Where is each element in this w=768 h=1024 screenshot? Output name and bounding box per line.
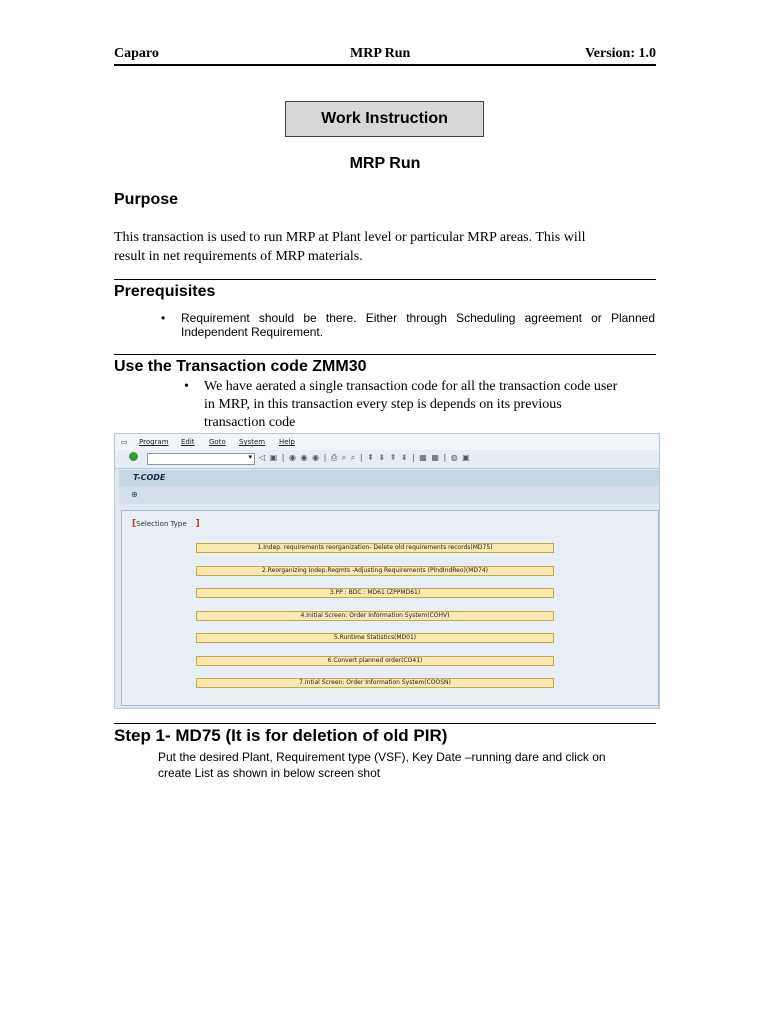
group-box-title: [Selection Type ] [132,519,200,529]
transaction-bullet [184,378,658,432]
application-toolbar [119,486,659,504]
work-instruction-box: Work Instruction [285,101,484,137]
page-header [114,46,656,66]
purpose-heading: Purpose [114,191,179,208]
sap-menu-bar [115,434,659,450]
menu-program[interactable]: Program [139,438,169,446]
screen-title-bar [119,470,659,486]
menu-edit[interactable]: Edit [181,438,195,446]
enter-icon[interactable] [129,452,138,461]
menu-icon: ▭ [121,438,128,446]
purpose-text [114,228,654,266]
menu-help[interactable]: Help [279,438,295,446]
purpose-line-2: result in net requirements of MRP materials. [114,249,363,264]
btn-md74[interactable]: 2.Reorganizing Indep.Reqmts -Adjusting Requirements (PlndIndReo)(MD74) [196,566,554,576]
btn-coosn[interactable]: 7.Intial Screen: Order Information System(COOSN) [196,678,554,688]
screen-title: T-CODE [133,473,166,482]
bullet-dot: • [161,311,166,325]
btn-md75[interactable]: 1.Indep. requirements reorganization- Delete old requirements records(MD75) [196,543,554,553]
section-divider [114,354,656,355]
step1-heading: Step 1- MD75 (It is for deletion of old PIR) [114,726,448,745]
sap-toolbar [115,450,659,469]
prerequisites-line-1: Requirement should be there. Either through Scheduling agreement or Planned [181,311,655,325]
sap-screenshot [114,433,660,709]
prerequisites-bullet [161,311,655,339]
section-divider [114,279,656,280]
header-version: Version: 1.0 [584,46,656,61]
transaction-line-2: in MRP, in this transaction every step is depends on its previous [204,397,562,412]
btn-zppmd61[interactable]: 3.PP : BDC : MD61 (ZPPMD61) [196,588,554,598]
transaction-heading: Use the Transaction code ZMM30 [114,358,367,375]
transaction-line-3: transaction code [204,415,296,430]
selection-panel [121,510,659,706]
document-title: MRP Run [349,155,421,172]
btn-md01[interactable]: 5.Runtime Statistics(MD01) [196,633,554,643]
execute-icon[interactable]: ⊕ [131,490,138,499]
purpose-line-1: This transaction is used to run MRP at Plant level or particular MRP areas. This will [114,230,586,245]
step1-line-1: Put the desired Plant, Requirement type (VSF), Key Date –running dare and click on [158,750,606,764]
header-company: Caparo [114,46,159,61]
bullet-dot: • [184,379,189,394]
prerequisites-line-2: Independent Requirement. [181,325,324,339]
btn-cohv[interactable]: 4.Initial Screen: Order Information System(COHV) [196,611,554,621]
transaction-line-1: We have aerated a single transaction code for all the transaction code user [204,379,618,394]
section-divider [114,723,656,724]
toolbar-icons[interactable]: ◁ ▣ | ◉ ◉ ◉ | ⎙ ⌕ ⌕ | ⇞ ⇟ ⇞ ⇟ | ▦ ▦ | ◍ ▣ [259,453,471,462]
dropdown-arrow-icon[interactable]: ▾ [248,453,252,461]
step1-text [158,749,658,781]
prerequisites-heading: Prerequisites [114,283,216,300]
btn-co41[interactable]: 6.Convert planned order(CO41) [196,656,554,666]
command-field[interactable] [147,453,255,465]
menu-goto[interactable]: Goto [209,438,226,446]
header-title: MRP Run [350,46,411,61]
step1-line-2: create List as shown in below screen shot [158,766,381,780]
menu-system[interactable]: System [239,438,266,446]
